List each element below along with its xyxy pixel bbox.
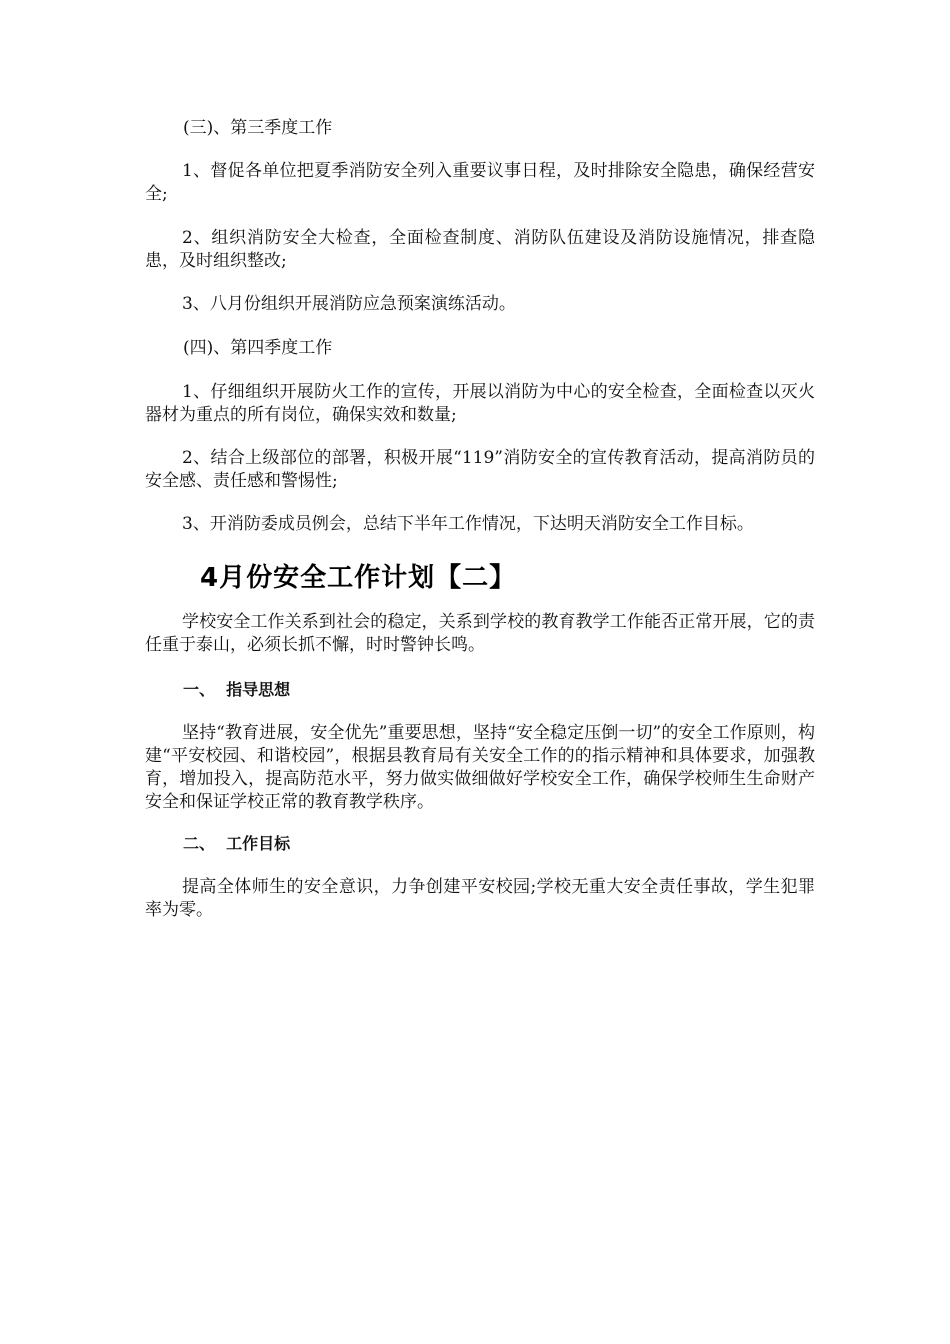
part2-heading: 二、 工作目标 [183,834,291,853]
part2-paragraph: 提高全体师生的安全意识，力争创建平安校园;学校无重大安全责任事故，学生犯罪率为零。 [145,877,815,920]
q4-item-2: 2、结合上级部位的部署，积极开展“119”消防安全的宣传教育活动，提高消防员的安全感、责任感和警惕性; [145,448,815,491]
q4-heading: (四)、第四季度工作 [183,338,333,358]
q3-item-1: 1、督促各单位把夏季消防安全列入重要议事日程，及时排除安全隐患，确保经营安全; [145,161,815,204]
section-title: 4月份安全工作计划【二】 [200,563,517,593]
intro-paragraph: 学校安全工作关系到社会的稳定，关系到学校的教育教学工作能否正常开展，它的责任重于泰山，必须长抓不懈，时时警钟长鸣。 [145,612,815,655]
q4-item-1: 1、仔细组织开展防火工作的宣传，开展以消防为中心的安全检查，全面检查以灭火器材为重点的所有岗位，确保实效和数量; [145,382,815,425]
q3-item-3: 3、八月份组织开展消防应急预案演练活动。 [182,294,516,314]
q4-item-3: 3、开消防委成员例会，总结下半年工作情况，下达明天消防安全工作目标。 [182,514,754,534]
part1-paragraph: 坚持“教育进展，安全优先”重要思想，坚持“安全稳定压倒一切”的安全工作原则，构建“平安校园、和谐校园”，根据县教育局有关安全工作的的指示精神和具体要求，加强教育，增加投入，提高防范水平，努力做实做细做好学校安全工作，确保学校师生生命财产安全和保证学校正常的教育教学秩序。 [145,723,815,812]
q3-item-2: 2、组织消防安全大检查，全面检查制度、消防队伍建设及消防设施情况，排查隐患，及时组织整改; [145,228,815,271]
q3-heading: (三)、第三季度工作 [183,118,333,138]
part1-heading: 一、 指导思想 [183,680,291,699]
